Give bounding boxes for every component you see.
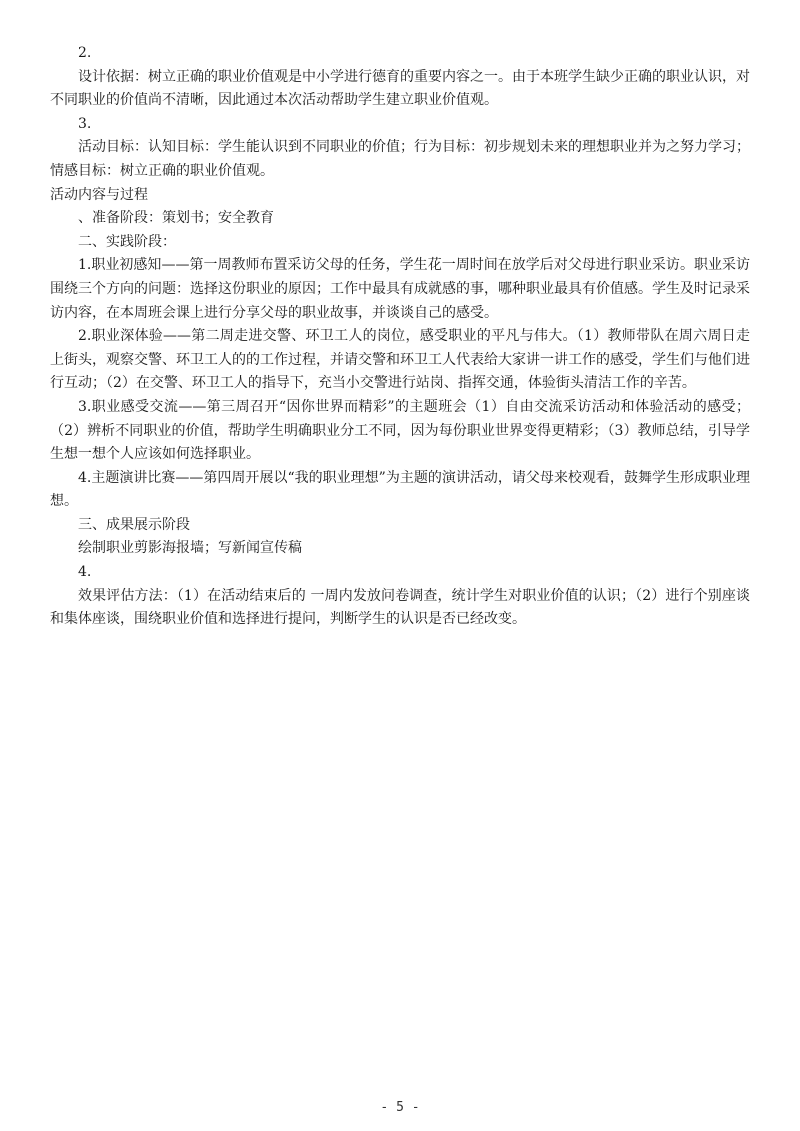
section-number-4: 4. xyxy=(78,564,92,581)
results-stage-content: 绘制职业剪影海报墙；写新闻宣传稿 xyxy=(78,540,302,557)
section-number-2: 2. xyxy=(78,45,92,61)
practice-step-3: 3.职业感受交流——第三周召开“因你世界而精彩”的主题班会（1）自由交流采访活动和体验活动的感受；（2）辨析不同职业的价值，帮助学生明确职业分工不同，因为每份职业世界变得更精彩；（3）教师总结，引导学生想一想个人应该如何选择职业。 xyxy=(50,398,750,463)
evaluation-method-paragraph: 效果评估方法：（1）在活动结束后的 一周内发放问卷调查，统计学生对职业价值的认识；（2）进行个别座谈和集体座谈，围绕职业价值和选择进行提问，判断学生的认识是否已经改变。 xyxy=(50,587,750,628)
section-number-3: 3. xyxy=(78,115,92,132)
practice-stage-heading: 二、实践阶段： xyxy=(78,233,176,250)
page-number: - 5 - xyxy=(380,1100,420,1115)
document-body xyxy=(50,42,750,632)
practice-step-1: 1.职业初感知——第一周教师布置采访父母的任务，学生花一周时间在放学后对父母进行职业采访。职业采访围绕三个方向的问题：选择这份职业的原因；工作中最具有成就感的事，哪种职业最具有价值感。学生及时记录采访内容，在本周班会课上进行分享父母的职业故事，并谈谈自己的感受。 xyxy=(50,257,750,321)
activity-content-heading: 活动内容与过程 xyxy=(50,186,148,203)
activity-goals-paragraph: 活动目标：认知目标：学生能认识到不同职业的价值；行为目标：初步规划未来的理想职业并为之努力学习；情感目标：树立正确的职业价值观。 xyxy=(50,139,750,179)
preparation-stage: 、准备阶段：策划书；安全教育 xyxy=(78,210,274,227)
design-basis-paragraph: 设计依据：树立正确的职业价值观是中小学进行德育的重要内容之一。由于本班学生缺少正确的职业认识，对不同职业的价值尚不清晰，因此通过本次活动帮助学生建立职业价值观。 xyxy=(50,68,750,109)
practice-step-2: 2.职业深体验——第二周走进交警、环卫工人的岗位，感受职业的平凡与伟大。（1）教师带队在周六周日走上街头，观察交警、环卫工人的的工作过程，并请交警和环卫工人代表给大家讲一讲工作的感受，学生们与他们进行互动；（2）在交警、环卫工人的指导下，充当小交警进行站岗、指挥交通，体验街头清洁工作的辛苦。 xyxy=(50,328,750,392)
practice-step-4: 4.主题演讲比赛——第四周开展以“我的职业理想”为主题的演讲活动，请父母来校观看，鼓舞学生形成职业理想。 xyxy=(50,469,750,510)
results-stage-heading: 三、成果展示阶段 xyxy=(78,516,190,533)
